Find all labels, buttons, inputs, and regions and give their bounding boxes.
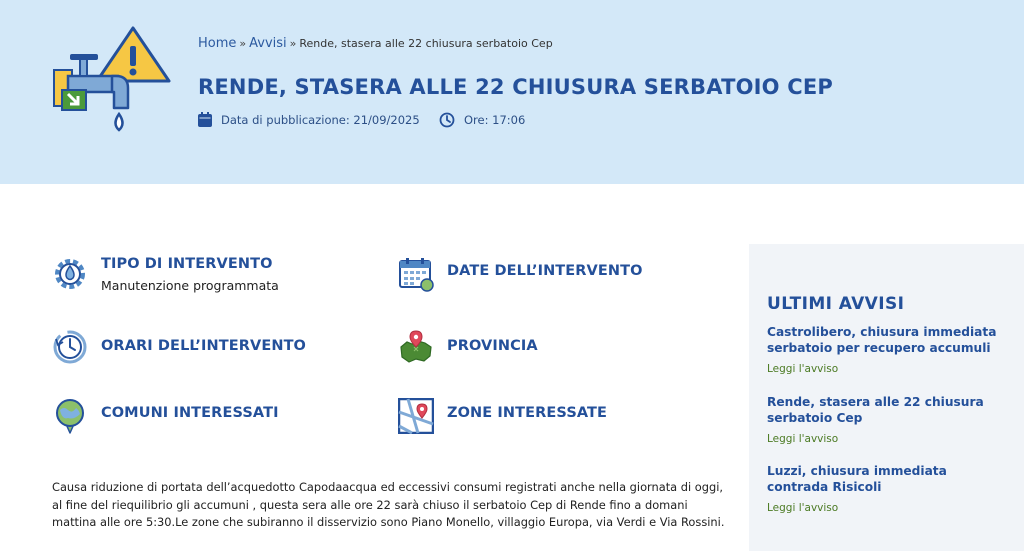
sidebar-latest-notices [749,244,1024,551]
globe-pin-icon [52,398,88,434]
detail-label: COMUNI INTERESSATI [101,405,279,421]
detail-label: TIPO DI INTERVENTO [101,256,273,272]
breadcrumb-separator: » [239,37,247,50]
breadcrumb-home-link[interactable]: Home [198,36,237,51]
notice-title[interactable]: Rende, stasera alle 22 chiusura serbatoio Cep [767,395,984,425]
notice-item [767,395,1007,446]
detail-value: Manutenzione programmata [101,278,279,293]
detail-label: DATE DELL’INTERVENTO [447,263,643,279]
publication-date [198,112,420,127]
detail-label: ORARI DELL’INTERVENTO [101,338,306,354]
detail-tipo-intervento [52,256,279,293]
publication-date-label: Data di pubblicazione: 21/09/2025 [221,112,420,127]
sidebar-title: ULTIMI AVVISI [767,294,905,314]
map-pin-region-icon [398,329,434,365]
calendar-icon [398,256,434,292]
clock-icon [52,329,88,365]
breadcrumb-separator: » [289,37,297,50]
page-hero [0,0,1024,184]
breadcrumb [198,36,553,51]
detail-orari-intervento [52,329,306,365]
map-icon [398,398,434,434]
notice-item [767,464,1007,515]
faucet-warning-icon [50,26,172,136]
calendar-small-icon [198,112,212,127]
gear-drop-icon [52,256,88,292]
detail-comuni-interessati [52,398,279,434]
detail-date-intervento [398,256,643,292]
notice-title[interactable]: Luzzi, chiusura immediata contrada Risicoli [767,464,947,494]
notice-item [767,325,1007,376]
read-notice-link[interactable]: Leggi l'avviso [767,433,839,445]
publication-time-label: Ore: 17:06 [464,113,526,127]
breadcrumb-avvisi-link[interactable]: Avvisi [249,36,287,51]
notice-body-text: Causa riduzione di portata dell’acquedotto Capodaacqua ed eccessivi consumi registrati anche nella giornata di oggi, al fine del riequilibrio gli accumuni , questa sera alle ore 22 sarà chiuso il serbatoio Cep di Rende fino a domani mattina alle ore 5:30.Le zone che subiranno il disservizio sono Piano Monello, villaggio Europa, via Verdi e Via Rossini. [52,480,725,530]
notice-title[interactable]: Castrolibero, chiusura immediata serbatoio per recupero accumuli [767,325,997,355]
detail-label: ZONE INTERESSATE [447,405,608,421]
read-notice-link[interactable]: Leggi l'avviso [767,363,839,375]
page-title: RENDE, STASERA ALLE 22 CHIUSURA SERBATOIO CEP [198,75,833,99]
clock-small-icon [439,112,455,128]
detail-zone-interessate [398,398,607,434]
publication-time [439,112,525,128]
detail-provincia [398,329,538,365]
breadcrumb-current: Rende, stasera alle 22 chiusura serbatoio Cep [299,37,553,50]
detail-label: PROVINCIA [447,338,538,354]
read-notice-link[interactable]: Leggi l'avviso [767,502,839,514]
